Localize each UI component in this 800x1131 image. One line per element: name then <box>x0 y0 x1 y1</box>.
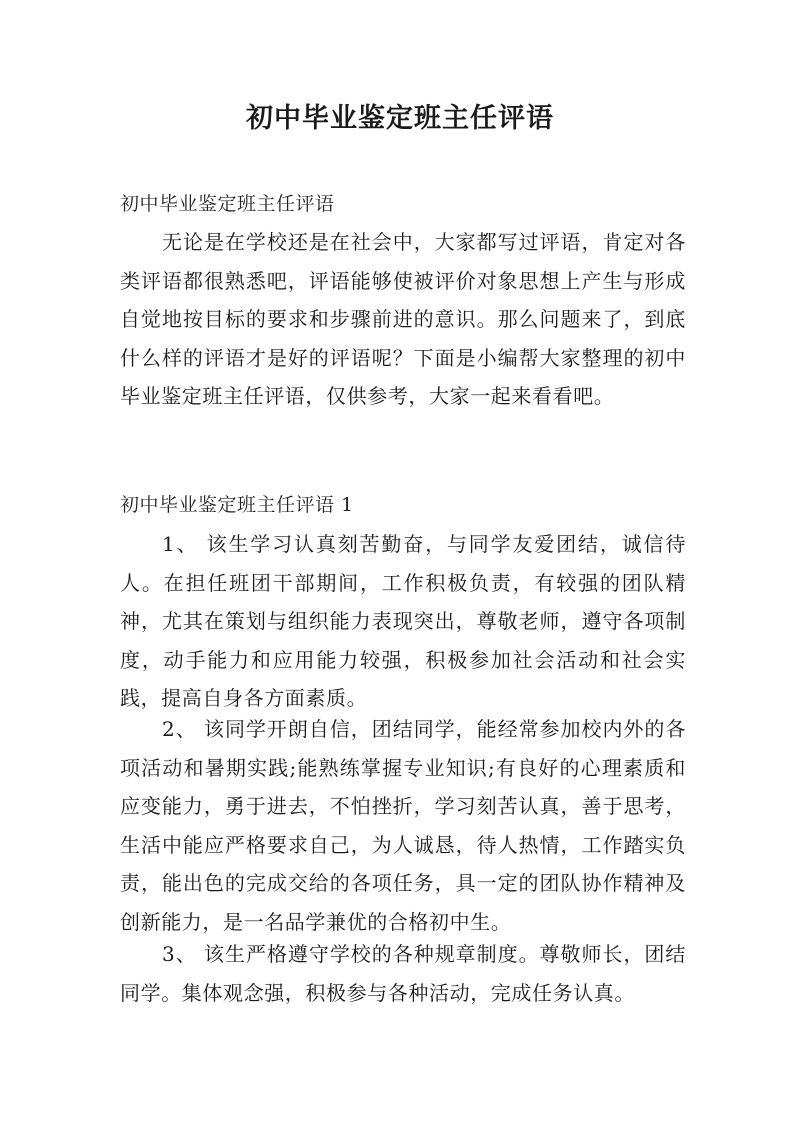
comment-item-1: 1、 该生学习认真刻苦勤奋，与同学友爱团结，诚信待人。在担任班团干部期间，工作积极负责，有较强的团队精神，尤其在策划与组织能力表现突出，尊敬老师，遵守各项制度，动手能力和应用能力较强，积极参加社会活动和社会实践，提高自身各方面素质。 <box>120 532 686 710</box>
intro-paragraph: 无论是在学校还是在社会中，大家都写过评语，肯定对各类评语都很熟悉吧，评语能够使被评价对象思想上产生与形成自觉地按目标的要求和步骤前进的意识。那么问题来了，到底什么样的评语才是好的评语呢？下面是小编帮大家整理的初中毕业鉴定班主任评语，仅供参考，大家一起来看看吧。 <box>120 230 686 408</box>
comment-item-3: 3、 该生严格遵守学校的各种规章制度。尊敬师长，团结同学。集体观念强，积极参与各种活动，完成任务认真。 <box>120 942 686 1005</box>
intro-heading: 初中毕业鉴定班主任评语 <box>120 193 335 215</box>
document-title: 初中毕业鉴定班主任评语 <box>246 103 554 134</box>
comment-item-2: 2、 该同学开朗自信，团结同学，能经常参加校内外的各项活动和暑期实践;能熟练掌握专业知识;有良好的心理素质和应变能力，勇于进去，不怕挫折，学习刻苦认真，善于思考，生活中能应严格要求自己，为人诚恳，待人热情，工作踏实负责，能出色的完成交给的各项任务，具一定的团队协作精神及创新能力，是一名品学兼优的合格初中生。 <box>120 717 686 934</box>
section-heading: 初中毕业鉴定班主任评语 1 <box>120 494 354 516</box>
